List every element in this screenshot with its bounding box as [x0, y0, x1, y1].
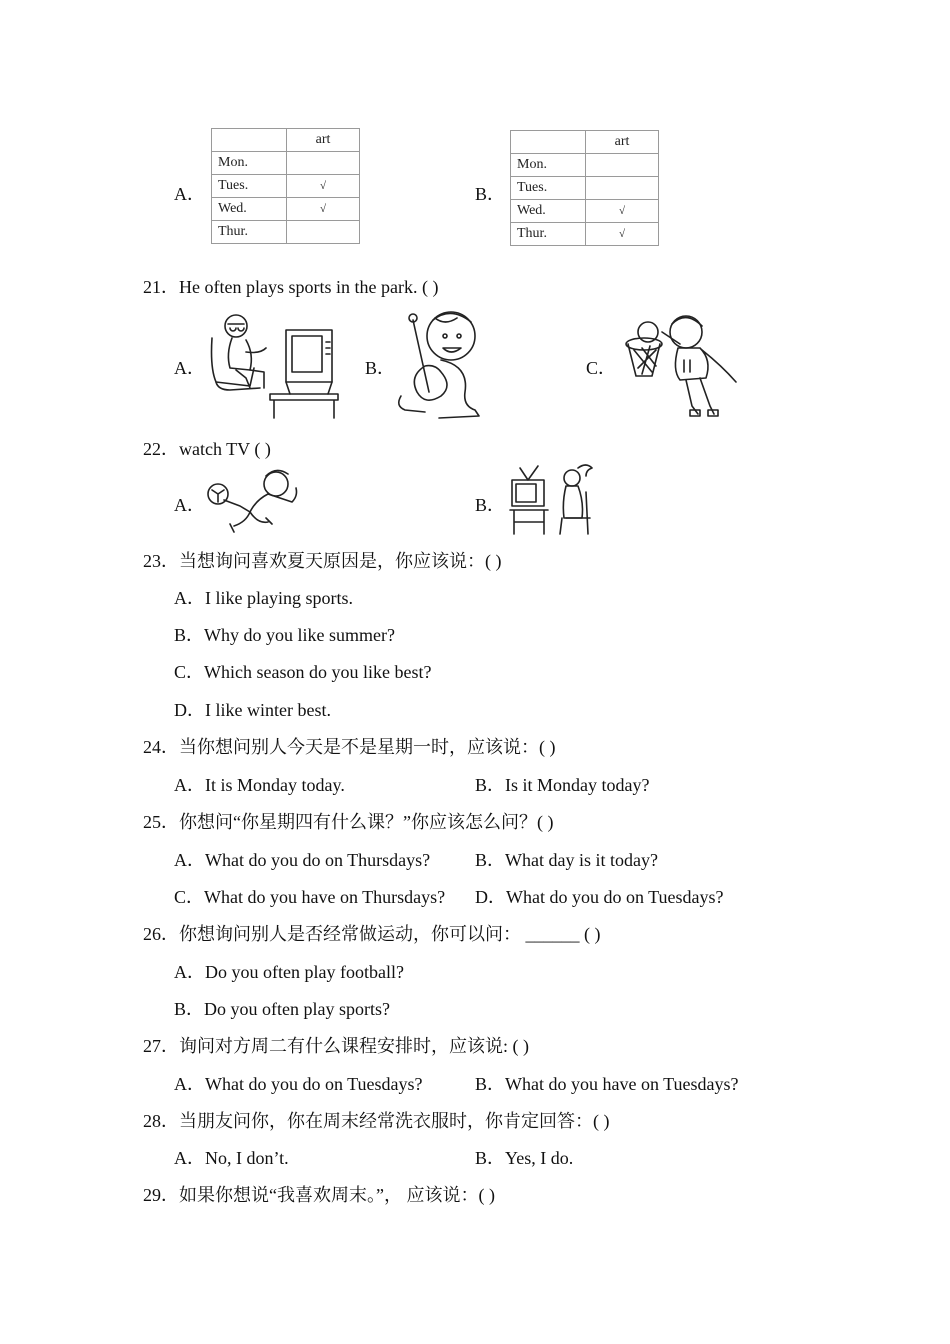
q22-option-a-label: A． [174, 495, 205, 515]
check-cell: √ [586, 223, 659, 246]
question-22: 22．watch TV ( ) [143, 439, 271, 459]
q23-option-d[interactable]: D．I like winter best. [174, 700, 331, 720]
boy-playing-football-icon[interactable] [206, 466, 302, 538]
q20-option-a-label: A． [174, 184, 205, 204]
question-27: 27．询问对方周二有什么课程安排时，应该说: ( ) [143, 1036, 529, 1056]
day-cell: Mon. [212, 152, 287, 175]
q25-option-a[interactable]: A．What do you do on Thursdays? [174, 850, 431, 870]
q21-option-a-label: A． [174, 358, 205, 378]
check-cell: √ [586, 200, 659, 223]
question-25: 25．你想问“你星期四有什么课？”你应该怎么问？( ) [143, 812, 554, 832]
q27-option-b[interactable]: B．What do you have on Tuesdays? [475, 1074, 739, 1094]
q27-option-a[interactable]: A．What do you do on Tuesdays? [174, 1074, 423, 1094]
table-header: art [287, 129, 360, 152]
q24-option-a[interactable]: A．It is Monday today. [174, 775, 345, 795]
q26-option-a[interactable]: A．Do you often play football? [174, 962, 404, 982]
question-23: 23．当想询问喜欢夏天原因是，你应该说：( ) [143, 551, 502, 571]
q20-table-a[interactable] [211, 128, 360, 244]
q22-option-b-label: B． [475, 495, 506, 515]
q20-option-b-label: B． [475, 184, 506, 204]
question-24: 24．当你想问别人今天是不是星期一时，应该说：( ) [143, 737, 556, 757]
q25-option-d[interactable]: D．What do you do on Tuesdays? [475, 887, 724, 907]
question-21: 21．He often plays sports in the park. ( ) [143, 277, 439, 297]
check-cell [586, 154, 659, 177]
check-cell [287, 221, 360, 244]
q28-option-b[interactable]: B．Yes, I do. [475, 1148, 574, 1168]
q23-option-a[interactable]: A．I like playing sports. [174, 588, 353, 608]
q25-option-c[interactable]: C．What do you have on Thursdays? [174, 887, 446, 907]
question-28: 28．当朋友问你，你在周末经常洗衣服时，你肯定回答：( ) [143, 1111, 610, 1131]
q20-table-b[interactable] [510, 130, 659, 246]
boy-watching-tv-icon[interactable] [206, 308, 340, 420]
day-cell: Tues. [212, 175, 287, 198]
day-cell: Wed. [511, 200, 586, 223]
q21-option-c-label: C． [586, 358, 617, 378]
question-29: 29．如果你想说“我喜欢周末。”， 应该说：( ) [143, 1185, 495, 1205]
table-header: art [586, 131, 659, 154]
q25-option-b[interactable]: B．What day is it today? [475, 850, 658, 870]
boy-playing-basketball-icon[interactable] [622, 310, 742, 422]
check-cell [287, 152, 360, 175]
girl-watching-tv-icon[interactable] [506, 462, 598, 538]
q28-option-a[interactable]: A．No, I don’t. [174, 1148, 289, 1168]
day-cell: Mon. [511, 154, 586, 177]
q23-option-b[interactable]: B．Why do you like summer? [174, 625, 395, 645]
q23-option-c[interactable]: C．Which season do you like best? [174, 662, 432, 682]
day-cell: Thur. [212, 221, 287, 244]
check-cell [586, 177, 659, 200]
q24-option-b[interactable]: B．Is it Monday today? [475, 775, 650, 795]
check-cell: √ [287, 198, 360, 221]
question-26: 26．你想询问别人是否经常做运动，你可以问： ______ ( ) [143, 924, 601, 944]
check-cell: √ [287, 175, 360, 198]
q26-option-b[interactable]: B．Do you often play sports? [174, 999, 390, 1019]
q21-option-b-label: B． [365, 358, 396, 378]
day-cell: Wed. [212, 198, 287, 221]
day-cell: Tues. [511, 177, 586, 200]
boy-playing-guitar-icon[interactable] [395, 306, 487, 424]
day-cell: Thur. [511, 223, 586, 246]
